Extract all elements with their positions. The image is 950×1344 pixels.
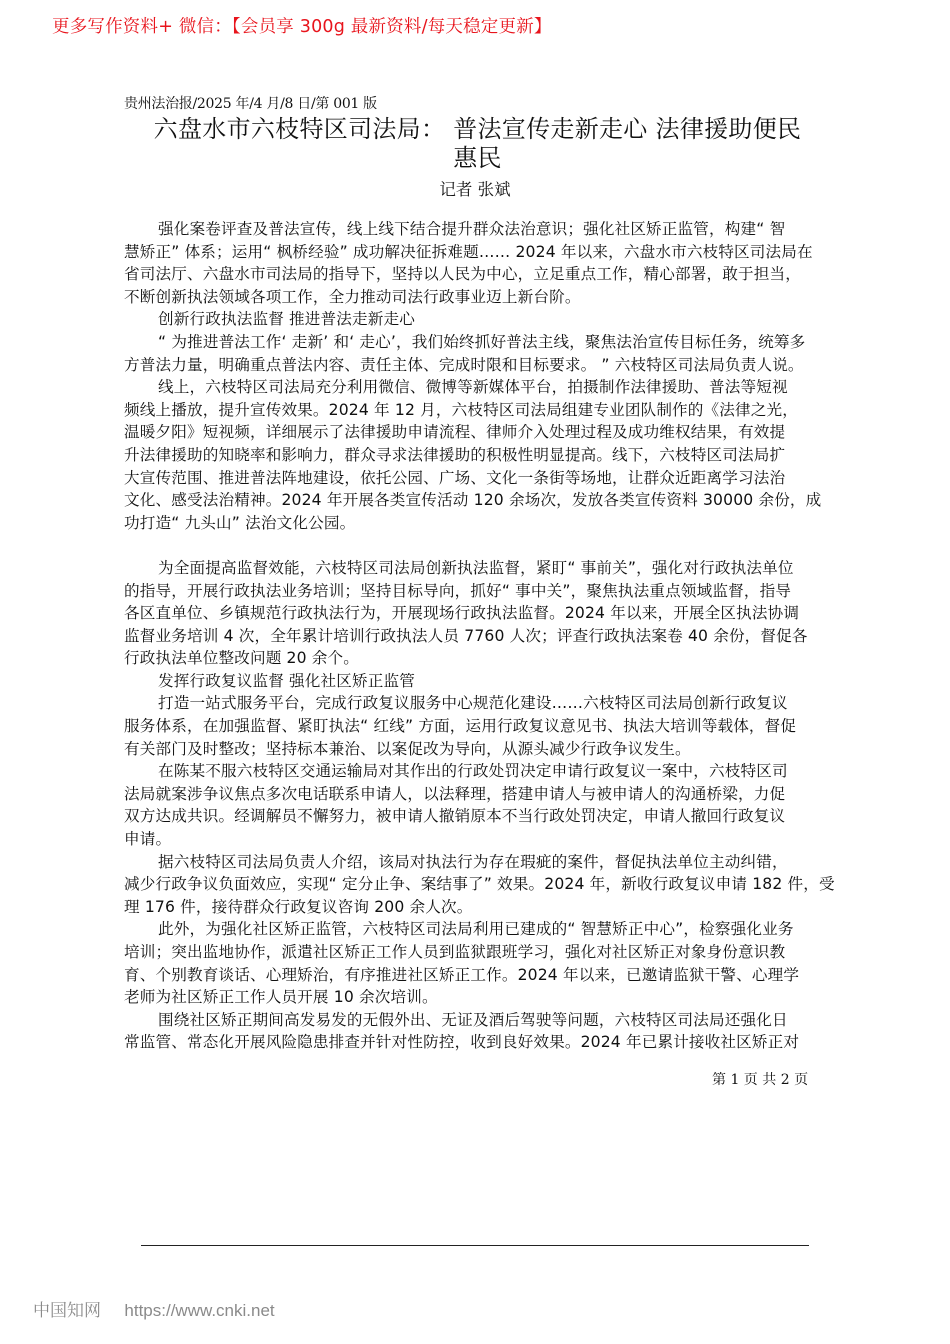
article-line: 老师为社区矫正工作人员开展 10 余次培训。 bbox=[124, 988, 438, 1007]
article-line: 理 176 件，接待群众行政复议咨询 200 余人次。 bbox=[124, 897, 473, 916]
cnki-site-url[interactable]: https://www.cnki.net bbox=[124, 1301, 275, 1320]
cnki-site-name: 中国知网 bbox=[33, 1301, 101, 1321]
article-line: 的指导，开展行政执法业务培训；坚持目标导向，抓好“ 事中关”，聚焦执法重点领域监督，指导 bbox=[124, 581, 792, 600]
article-line: 大宣传范围、推进普法阵地建设，依托公园、广场、文化一条街等场地，让群众近距离学习法治 bbox=[124, 468, 786, 487]
author-byline: 记者 张斌 bbox=[439, 180, 511, 199]
article-line: 法局就案涉争议焦点多次电话联系申请人，以法释理，搭建申请人与被申请人的沟通桥梁，力促 bbox=[124, 784, 786, 803]
article-line: 监督业务培训 4 次，全年累计培训行政执法人员 7760 人次；评查行政执法案卷 40 余份，督促各 bbox=[124, 626, 808, 645]
article-line: 在陈某不服六枝特区交通运输局对其作出的行政处罚决定申请行政复议一案中，六枝特区司 bbox=[158, 762, 788, 781]
article-line: 省司法厅、六盘水市司法局的指导下，坚持以人民为中心，立足重点工作，精心部署，敢于担当， bbox=[124, 265, 801, 284]
article-line: 服务体系，在加强监督、紧盯执法“ 红线” 方面，运用行政复议意见书、执法大培训等载体，督促 bbox=[124, 717, 797, 736]
article-line: 创新行政执法监督 推进普法走新走心 bbox=[158, 310, 416, 329]
article-line: 减少行政争议负面效应，实现“ 定分止争、案结事了” 效果。2024 年，新收行政复议申请 182 件，受 bbox=[124, 875, 835, 894]
source-line: 贵州法治报/2025 年/4 月/8 日/第 001 版 bbox=[124, 96, 377, 112]
article-line: 各区直单位、乡镇规范行政执法行为，开展现场行政执法监督。2024 年以来，开展全区执法协调 bbox=[124, 604, 800, 623]
article-line: 文化、感受法治精神。2024 年开展各类宣传活动 120 余场次，发放各类宣传资料 30000 余份，成 bbox=[124, 491, 822, 510]
article-line: 线上，六枝特区司法局充分利用微信、微博等新媒体平台，拍摄制作法律援助、普法等短视 bbox=[158, 378, 788, 397]
article-line: 有关部门及时整改；坚持标本兼治、以案促改为导向，从源头减少行政争议发生。 bbox=[124, 739, 691, 758]
title-line-2: 惠民 bbox=[453, 144, 502, 172]
article-line: 育、个别教育谈话、心理矫治，有序推进社区矫正工作。2024 年以来，已邀请监狱干警、心理学 bbox=[124, 965, 800, 984]
title-line-1: 六盘水市六枝特区司法局： 普法宣传走新走心 法律援助便民 bbox=[153, 115, 802, 143]
article-line: 升法律援助的知晓率和影响力，群众寻求法律援助的积极性明显提高。线下，六枝特区司法局扩 bbox=[124, 445, 786, 464]
article-line: 行政执法单位整改问题 20 余个。 bbox=[124, 649, 360, 668]
promo-banner: 更多写作资料+ 微信：【会员享 300g 最新资料/每天稳定更新】 bbox=[52, 17, 552, 37]
article-line: 双方达成共识。经调解员不懈努力，被申请人撤销原本不当行政处罚决定，申请人撤回行政复议 bbox=[124, 807, 786, 826]
article-line: 强化案卷评查及普法宣传，线上线下结合提升群众法治意识；强化社区矫正监管，构建“ 智 bbox=[158, 220, 786, 238]
article-line: “ 为推进普法工作‘ 走新’ 和‘ 走心’，我们始终抓好普法主线，聚焦法治宣传目标任务，统筹多 bbox=[158, 332, 806, 351]
article-line: 申请。 bbox=[124, 830, 172, 849]
article-line: 频线上播放，提升宣传效果。2024 年 12 月，六枝特区司法局组建专业团队制作的《法律之光， bbox=[124, 400, 799, 419]
article-line: 培训；突出监地协作，派遣社区矫正工作人员到监狱跟班学习，强化对社区矫正对象身份意识教 bbox=[124, 943, 786, 961]
article-line: 慧矫正” 体系；运用“ 枫桥经验” 成功解决征拆难题…… 2024 年以来，六盘水市六枝特区司法局在 bbox=[124, 242, 813, 261]
article-line: 为全面提高监督效能，六枝特区司法局创新执法监督，紧盯“ 事前关”，强化对行政执法单位 bbox=[158, 558, 794, 577]
article-line: 功打造“ 九头山” 法治文化公园。 bbox=[124, 513, 356, 532]
article-line: 方普法力量，明确重点普法内容、责任主体、完成时限和目标要求。 ” 六枝特区司法局负责人说。 bbox=[124, 355, 804, 374]
article-line: 围绕社区矫正期间高发易发的无假外出、无证及酒后驾驶等问题，六枝特区司法局还强化日 bbox=[158, 1010, 788, 1029]
article-body bbox=[124, 218, 844, 1054]
article-line: 打造一站式服务平台，完成行政复议服务中心规范化建设……六枝特区司法局创新行政复议 bbox=[158, 694, 788, 713]
footer-divider bbox=[141, 1245, 809, 1246]
article-line: 不断创新执法领域各项工作，全力推动司法行政事业迈上新台阶。 bbox=[124, 287, 581, 306]
article-line: 此外，为强化社区矫正监管，六枝特区司法局利用已建成的“ 智慧矫正中心”，检察强化业务 bbox=[158, 920, 794, 939]
article-line: 温暖夕阳》短视频，详细展示了法律援助申请流程、律师介入处理过程及成功维权结果，有效提 bbox=[124, 423, 786, 442]
article-line: 常监管、常态化开展风险隐患排查并针对性防控，收到良好效果。2024 年已累计接收社区矫正对 bbox=[124, 1033, 800, 1052]
article-line: 发挥行政复议监督 强化社区矫正监管 bbox=[158, 671, 416, 690]
page-indicator: 第 1 页 共 2 页 bbox=[712, 1072, 809, 1088]
article-title bbox=[120, 115, 835, 173]
paragraph-spacer bbox=[124, 534, 844, 557]
cnki-watermark bbox=[33, 1296, 275, 1321]
article-line: 据六枝特区司法局负责人介绍，该局对执法行为存在瑕疵的案件，督促执法单位主动纠错， bbox=[158, 852, 788, 871]
